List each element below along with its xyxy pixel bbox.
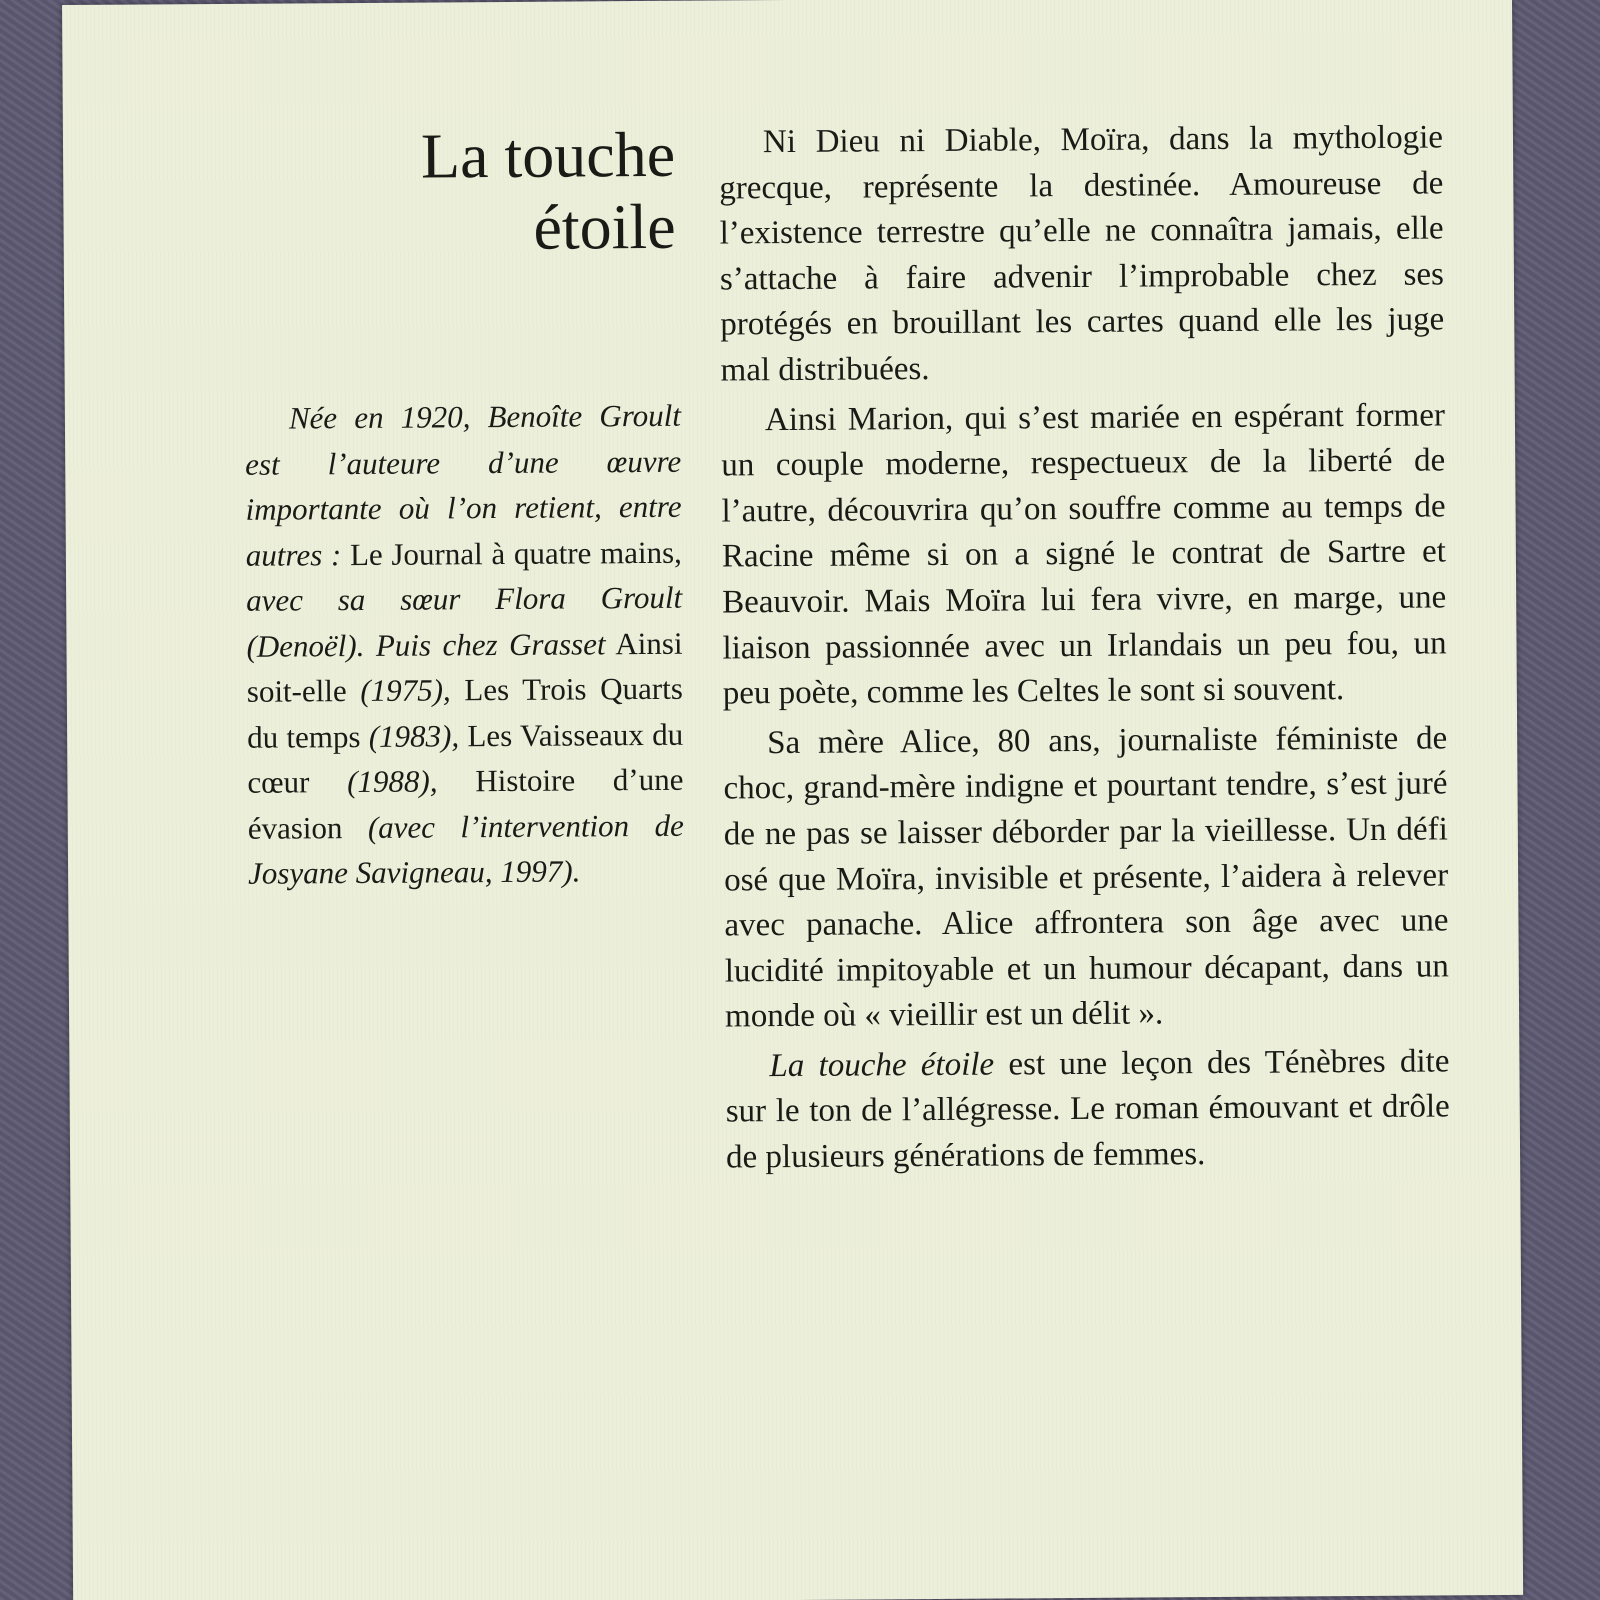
bio-book-histoire: Histoire d’une évasion [247, 761, 684, 846]
bio-book-histoire-note: (avec l’intervention de Josyane Savigneau, 1997). [247, 807, 684, 891]
book-title-line-2: étoile [533, 190, 676, 263]
bio-book-ainsi-soit-elle-year: (1975), [360, 672, 451, 708]
bio-intro: Née en 1920, Benoîte Groult est l’auteure d’une œuvre importante où l’on retient, entre autres : [245, 397, 682, 573]
bio-book-ainsi-soit-elle: Ainsi soit-elle [246, 625, 683, 709]
bio-book-vaisseaux: Les Vaisseaux du cœur [247, 716, 684, 800]
synopsis [719, 115, 1450, 1185]
author-bio [245, 393, 684, 897]
synopsis-paragraph-3: Sa mère Alice, 80 ans, journaliste féministe de choc, grand-mère indigne et pourtant tendre, s’est juré de ne pas se laisser déborder par la vieillesse. Un défi osé que Moïra, invisible et présente, l’aidera à relever avec panache. Alice affrontera son âge avec une lucidité impitoyable et un humour décapant, dans un monde où « vieillir est un délit ». [723, 720, 1449, 1035]
bio-book-vaisseaux-year: (1988), [347, 763, 438, 800]
bio-book-journal: Le Journal à quatre mains, [349, 534, 682, 572]
book-title-line-1: La touche [420, 118, 676, 192]
synopsis-title-reference: La touche étoile [769, 1046, 995, 1085]
book-back-cover [62, 0, 1523, 1600]
synopsis-paragraph-1: Ni Dieu ni Diable, Moïra, dans la mythologie grecque, représente la destinée. Amoureuse de l’existence terrestre qu’elle ne connaîtra jamais, elle s’attache à faire advenir l’improbable chez ses protégés en brouillant les cartes quand elle les juge mal distribuées. [719, 119, 1445, 389]
synopsis-paragraph-2: Ainsi Marion, qui s’est mariée en espérant former un couple moderne, respectueux de la liberté de l’autre, découvrira qu’on souffre comme au temps de Racine même si on a signé le contrat de Sartre et Beauvoir. Mais Moïra lui fera vivre, en marge, une liaison passionnée avec un Irlandais un peu fou, un peu poète, comme les Celtes le sont si souvent. [721, 396, 1447, 712]
bio-book-trois-quarts: Les Trois Quarts du temps [247, 670, 683, 755]
synopsis-paragraph-4-text: est une leçon des Ténèbres dite sur le ton de l’allégresse. Le roman émouvant et drôle de plusieurs générations de femmes. [725, 1043, 1450, 1176]
book-title [253, 119, 676, 266]
bio-book-journal-note: avec sa sœur Flora Groult (Denoël). Puis chez Grasset [246, 579, 683, 664]
synopsis-paragraph-4 [725, 1039, 1450, 1181]
bio-book-trois-quarts-year: (1983), [368, 717, 460, 754]
